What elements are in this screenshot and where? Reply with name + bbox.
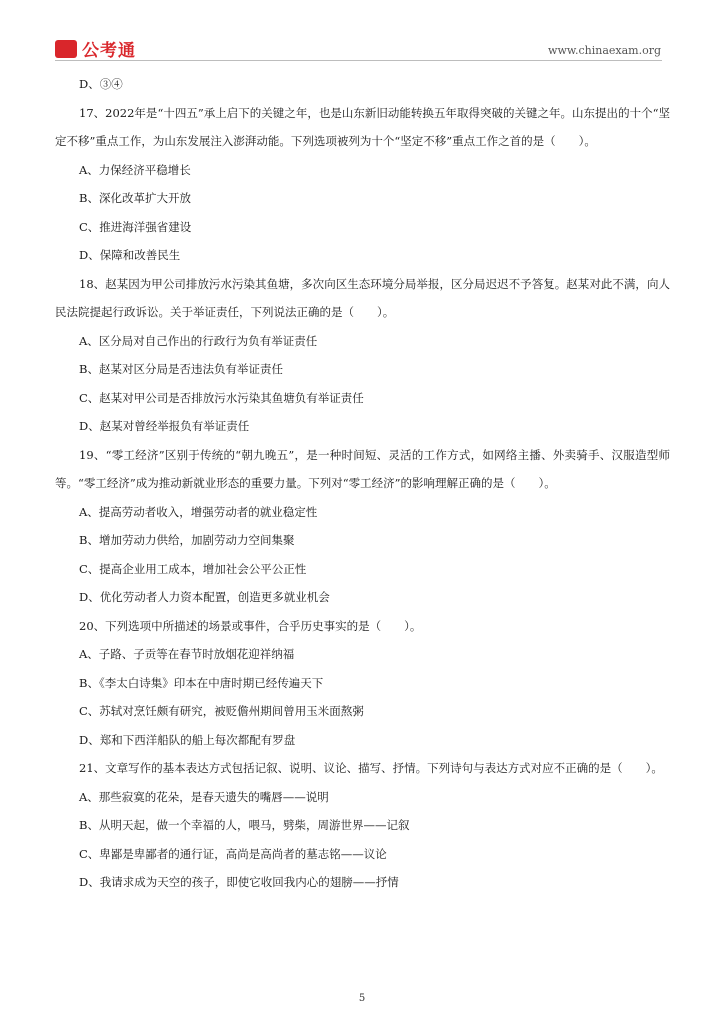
answer-option: A、力保经济平稳增长 (79, 162, 191, 177)
document-body (55, 70, 670, 897)
answer-option: C、苏轼对烹饪颇有研究，被贬儋州期间曾用玉米面熬粥 (79, 704, 364, 718)
answer-option: B、赵某对区分局是否违法负有举证责任 (79, 362, 283, 376)
logo-text: 公考通 (82, 41, 136, 61)
question-text: 17、2022年是“十四五”承上启下的关键之年，也是山东新旧动能转换五年取得突破的关键之年。山东提出的十个“坚定不移”重点工作，为山东发展注入澎湃动能。下列选项被列为十个“坚定不移”重点工作之首的是（ ）。 (55, 105, 670, 148)
answer-option: B、从明天起，做一个幸福的人，喂马，劈柴，周游世界——记叙 (79, 818, 410, 832)
site-url: www.chinaexam.org (548, 44, 661, 57)
answer-option: C、提高企业用工成本，增加社会公平公正性 (79, 561, 307, 576)
answer-option: D、③④ (79, 77, 123, 91)
answer-option: B、《李太白诗集》印本在中唐时期已经传遍天下 (79, 675, 324, 690)
answer-option: A、那些寂寞的花朵，是春天遗失的嘴唇——说明 (79, 789, 329, 804)
answer-option: D、赵某对曾经举报负有举证责任 (79, 419, 250, 433)
answer-option: D、我请求成为天空的孩子，即使它收回我内心的翅膀——抒情 (79, 875, 399, 889)
answer-option: D、优化劳动者人力资本配置，创造更多就业机会 (79, 590, 330, 604)
question-text: 20、下列选项中所描述的场景或事件，合乎历史事实的是（ ）。 (79, 618, 422, 633)
question-text: 18、赵某因为甲公司排放污水污染其鱼塘，多次向区生态环境分局举报，区分局迟迟不予答复。赵某对此不满，向人民法院提起行政诉讼。关于举证责任，下列说法正确的是（ ）。 (55, 276, 670, 319)
answer-option: A、提高劳动者收入，增强劳动者的就业稳定性 (79, 504, 318, 519)
answer-option: B、深化改革扩大开放 (79, 191, 191, 205)
answer-option: A、子路、子贡等在春节时放烟花迎祥纳福 (79, 647, 295, 661)
answer-option: A、区分局对自己作出的行政行为负有举证责任 (79, 333, 318, 348)
answer-option: C、推进海洋强省建设 (79, 219, 192, 234)
logo (55, 36, 136, 61)
answer-option: B、增加劳动力供给，加剧劳动力空间集聚 (79, 533, 295, 547)
logo-badge-icon (55, 40, 77, 58)
answer-option: D、郑和下西洋船队的船上每次都配有罗盘 (79, 732, 296, 747)
question-text: 21、文章写作的基本表达方式包括记叙、说明、议论、描写、抒情。下列诗句与表达方式对应不正确的是（ ）。 (79, 761, 663, 775)
page-number: 5 (358, 993, 366, 1004)
page-header (0, 0, 724, 70)
question-text: 19、“零工经济”区别于传统的“朝九晚五”，是一种时间短、灵活的工作方式，如网络主播、外卖骑手、汉服造型师等。“零工经济”成为推动新就业形态的重要力量。下列对“零工经济”的影响理解正确的是（ ）。 (55, 447, 670, 490)
answer-option: C、赵某对甲公司是否排放污水污染其鱼塘负有举证责任 (79, 390, 364, 405)
header-divider (55, 60, 662, 61)
answer-option: C、卑鄙是卑鄙者的通行证，高尚是高尚者的墓志铭——议论 (79, 846, 387, 861)
answer-option: D、保障和改善民生 (79, 248, 181, 262)
